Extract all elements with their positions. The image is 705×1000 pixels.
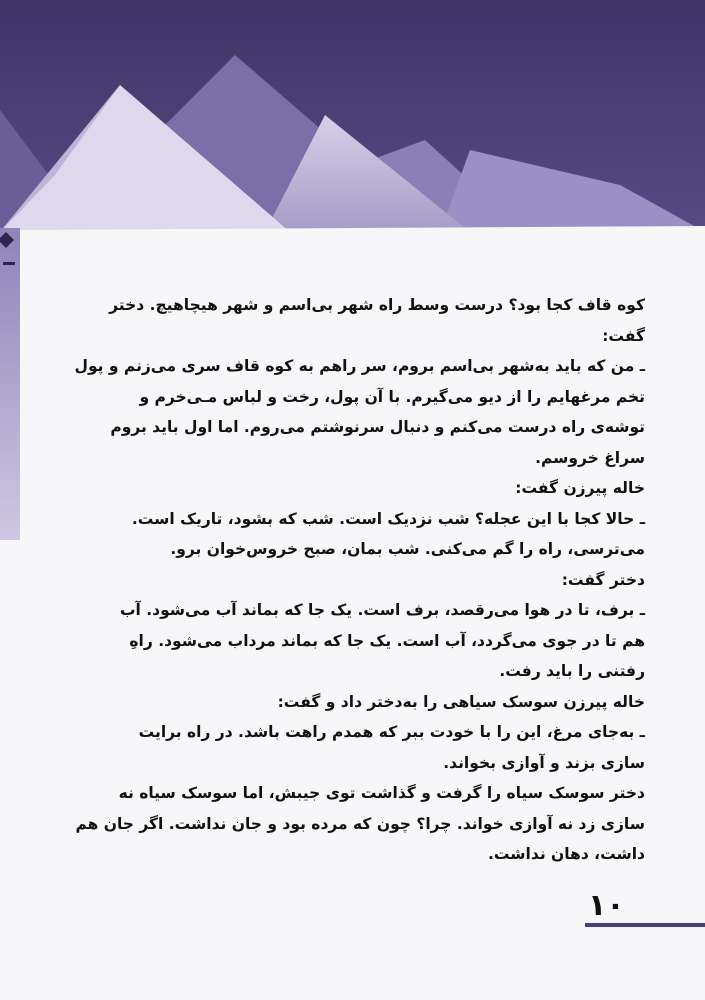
text-line: دختر سوسک سیاه را گرفت و گذاشت توی جیبش، اما سوسک سیاه نه <box>118 784 645 802</box>
text-line: ـ حالا کجا با این عجله؟ شب نزدیک است. شب که بشود، تاریک است. <box>131 509 645 528</box>
story-text <box>60 290 645 870</box>
text-line: گفت: <box>602 326 645 345</box>
text-line: دختر گفت: <box>561 570 645 589</box>
text-line: سازی زد نه آوازی خواند. چرا؟ چون که مرده بود و جان نداشت. اگر جان هم <box>75 814 645 833</box>
text-line: سازی بزند و آوازی بخواند. <box>443 753 645 772</box>
text-line: ـ برف، تا در هوا می‌رقصد، برف است. یک جا که بماند آب می‌شود. آب <box>119 601 645 619</box>
text-line: هم تا در جوی می‌گردد، آب است. یک جا که بماند مرداب می‌شود. راهِ <box>129 631 645 650</box>
text-line: رفتنی را باید رفت. <box>499 662 645 680</box>
left-margin-strip <box>0 228 20 540</box>
text-line: تخم مرغهایم را از دیو می‌گیرم. با آن پول، رخت و لباس مـی‌خرم و <box>139 387 645 406</box>
text-line: خاله پیرزن گفت: <box>515 479 645 497</box>
text-line: داشت، دهان نداشت. <box>488 845 645 863</box>
text-line: کوه قاف کجا بود؟ درست وسط راه شهر بی‌اسم و شهر هیچاهیچ. دختر <box>109 296 645 314</box>
text-line: خاله پیرزن سوسک سیاهی را به‌دختر داد و گفت: <box>277 692 645 711</box>
page-number-rule <box>585 923 705 927</box>
page-number: ۱۰ <box>588 888 625 923</box>
text-line: سراغ خروسم. <box>535 448 645 467</box>
text-line: ـ من که باید به‌شهر بی‌اسم بروم، سر راهم به کوه قاف سری می‌زنم و پول <box>74 357 645 375</box>
strip-bar-ornament <box>3 262 15 265</box>
text-line: می‌ترسی، راه را گم می‌کنی. شب بمان، صبح خروس‌خوان برو. <box>170 540 645 558</box>
text-line: ـ به‌جای مرغ، این را با خودت ببر که همدم راهت باشد. در راه برایت <box>138 723 645 741</box>
text-line: توشه‌ی راه درست می‌کنم و دنبال سرنوشتم می‌روم. اما اول باید بروم <box>110 418 645 436</box>
